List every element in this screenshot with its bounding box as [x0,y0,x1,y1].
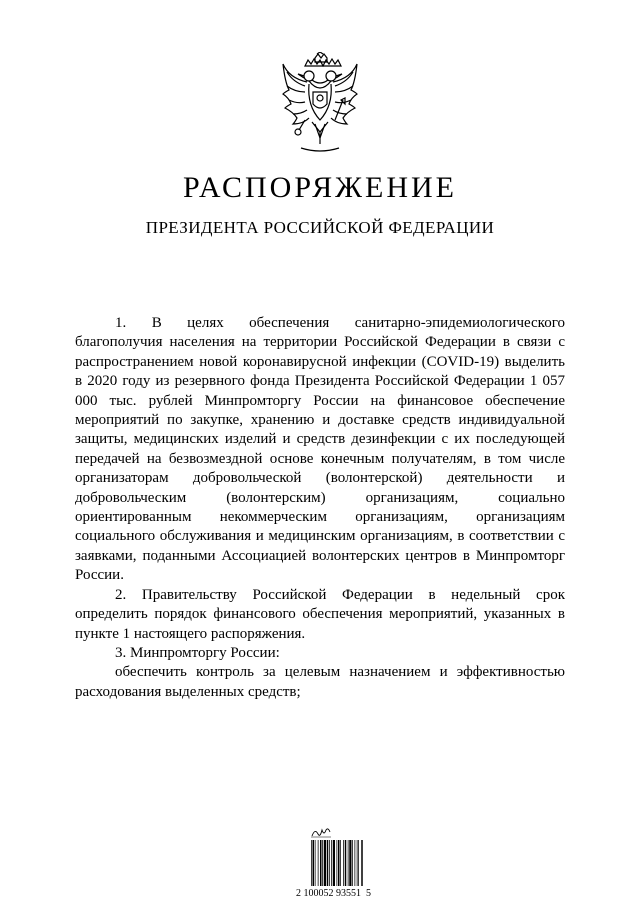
russian-coat-of-arms-icon [279,52,361,154]
signature-mark-icon [310,826,332,838]
document-title: РАСПОРЯЖЕНИЕ [182,171,458,204]
paragraph-4: обеспечить контроль за целевым назначением и эффективностью расходования выделенных средств; [75,664,565,700]
barcode-number: 2 100052 93551 5 [296,888,371,899]
document-body [75,314,565,702]
paragraph-2: 2. Правительству Российской Федерации в недельный срок определить порядок финансового обеспечения мероприятий, указанных в пункте 1 настоящего распоряжения. [75,586,565,642]
document-subtitle: ПРЕЗИДЕНТА РОССИЙСКОЙ ФЕДЕРАЦИИ [145,218,495,237]
barcode-icon [310,840,380,886]
paragraph-1: 1. В целях обеспечения санитарно-эпидемиологического благополучия населения на территории Российской Федерации в связи с распространением новой коронавирусной инфекции (COVID-19) выделить в 2020 году из резервного фонда Президента Российской Федерации 1 057 000 тыс. рублей Минпромторгу России на финансовое обеспечение мероприятий по закупке, хранению и доставке средств индивидуальной защиты, медицинских изделий и средств дезинфекции с их последующей передачей на безвозмездной основе конечным получателям, в том числе организаторам добровольческой (волонтерской) деятельности и добровольческим (волонтерским) организациям, социально ориентированным некоммерческим организациям, организациям социального обслуживания и медицинским организациям, в соответствии с заявками, поданными Ассоциацией волонтерских центров в Минпромторг России. [75,315,565,584]
paragraph-3: 3. Минпромторгу России: [115,644,280,661]
